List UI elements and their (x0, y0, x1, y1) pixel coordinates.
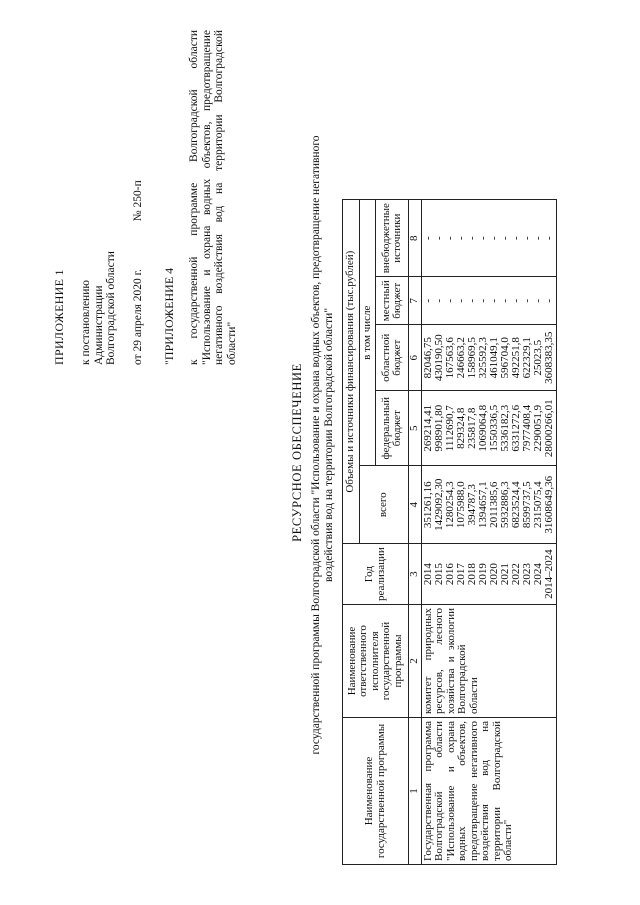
regional-value: 246663,2 (454, 337, 467, 379)
header-executor: Наименование ответственного исполнителя государственной программы (343, 605, 409, 718)
local-value: - (520, 298, 533, 303)
regional-cell (421, 325, 556, 391)
year-value: 2021 (498, 563, 511, 586)
regional-value: 325592,3 (476, 337, 489, 379)
extra-value: - (542, 236, 555, 241)
federal-value: 1112690,7 (443, 405, 456, 452)
document-title: РЕСУРСНОЕ ОБЕСПЕЧЕНИЕ (290, 363, 304, 542)
year-value: 2017 (454, 563, 467, 586)
resource-table (342, 199, 557, 865)
year-cell (421, 544, 556, 605)
total-value: 1429092,30 (432, 478, 445, 531)
year-value: 2024 (531, 563, 544, 586)
resolution-reference (80, 251, 118, 365)
year-value: 2014–2024 (542, 549, 555, 599)
column-number: 1 (409, 718, 422, 865)
header-federal: федеральный бюджет (376, 391, 409, 466)
header-funding: Объемы и источники финансирования (тыс.рублей) (343, 200, 360, 544)
column-number: 2 (409, 605, 422, 718)
year-value: 2023 (520, 563, 533, 586)
local-value: - (476, 298, 489, 303)
extra-value: - (443, 236, 456, 241)
local-cell (421, 277, 556, 325)
column-number: 4 (409, 466, 422, 544)
federal-value: 2290051,9 (531, 404, 544, 452)
resolution-line: Администрации (92, 285, 105, 365)
year-value: 2015 (432, 563, 445, 586)
extra-value: - (476, 236, 489, 241)
column-number: 6 (409, 325, 422, 391)
header-regional: областной бюджет (376, 325, 409, 391)
federal-value: 269214,41 (421, 404, 434, 452)
total-value: 394787,3 (465, 484, 478, 526)
extra-value: - (509, 236, 522, 241)
appendix-4-heading: "ПРИЛОЖЕНИЕ 4 (162, 267, 176, 365)
year-value: 2022 (509, 563, 522, 586)
header-local: местный бюджет (376, 277, 409, 325)
local-value: - (465, 298, 478, 303)
extra-cell (421, 200, 556, 277)
total-cell (421, 466, 556, 544)
federal-value: 235817,8 (465, 407, 478, 449)
total-value: 6823524,4 (509, 481, 522, 529)
federal-value: 5336182,3 (498, 404, 511, 452)
total-value: 1280254,3 (443, 481, 456, 529)
total-value: 1394657,1 (476, 481, 489, 529)
extra-value: - (465, 236, 478, 241)
federal-value: 829324,8 (454, 407, 467, 449)
local-value: - (487, 298, 500, 303)
federal-value: 998901,80 (432, 404, 445, 452)
program-reference: к государственной программе Волгоградской области "Использование и охрана водных объектов, предотвращение негативного воздействия вод на территории Волгоградской области" (188, 30, 238, 365)
regional-value: 82046,75 (421, 337, 434, 379)
year-value: 2018 (465, 563, 478, 586)
total-value: 1075988,0 (454, 481, 467, 529)
total-value: 2315075,4 (531, 481, 544, 529)
local-value: - (421, 298, 434, 303)
federal-value: 7977408,4 (520, 404, 533, 452)
data-row (421, 200, 556, 865)
local-value: - (498, 298, 511, 303)
regional-value: 158969,5 (465, 337, 478, 379)
year-value: 2014 (421, 563, 434, 586)
regional-value: 167563,6 (443, 337, 456, 379)
header-extra: внебюджетные источники (376, 200, 409, 277)
document-subtitle: государственной программы Волгоградской области "Использование и охрана водных объектов, предотвращение негативного воздействия вод на территории Волгоградской области" (310, 135, 335, 755)
regional-value: 622329,1 (520, 337, 533, 379)
year-value: 2020 (487, 563, 500, 586)
header-total: всего (360, 466, 409, 544)
executor-cell: комитет природных ресурсов, лесного хозяйства и экологии Волгоградской области (421, 605, 556, 718)
local-value: - (454, 298, 467, 303)
regional-value: 596704,0 (498, 337, 511, 379)
column-number: 8 (409, 200, 422, 277)
total-value: 351261,16 (421, 481, 434, 529)
extra-value: - (531, 236, 544, 241)
date-value: 29 апреля 2020 г. (132, 269, 144, 352)
column-number: 5 (409, 391, 422, 466)
regional-value: 461049,1 (487, 337, 500, 379)
year-value: 2019 (476, 563, 489, 586)
extra-value: - (520, 236, 533, 241)
total-value: 31608649,36 (542, 475, 555, 534)
federal-value: 1069064,8 (476, 404, 489, 452)
resolution-line: Волгоградской области (105, 251, 117, 365)
federal-value: 1550336,5 (487, 404, 500, 452)
federal-value: 6331272,6 (509, 404, 522, 452)
year-value: 2016 (443, 563, 456, 586)
extra-value: - (487, 236, 500, 241)
document-number: № 250-п (132, 180, 144, 222)
column-number: 3 (409, 544, 422, 605)
extra-value: - (454, 236, 467, 241)
header-row (343, 200, 360, 865)
extra-value: - (432, 236, 445, 241)
resolution-line: к постановлению (80, 280, 92, 365)
local-value: - (531, 298, 544, 303)
appendix-1-heading: ПРИЛОЖЕНИЕ 1 (52, 269, 66, 365)
total-value: 2011385,6 (487, 481, 500, 528)
column-number: 7 (409, 277, 422, 325)
local-value: - (542, 298, 555, 303)
local-value: - (432, 298, 445, 303)
column-number-row (409, 200, 422, 865)
regional-value: 430190,50 (432, 334, 445, 382)
date-line (132, 180, 144, 365)
date-prefix: от (132, 354, 144, 365)
program-name-cell: Государственная программа Волгоградской области "Использование и охрана водных объектов, предотвращение негативного воздействия вод на территории Волгоградской области" (421, 718, 556, 865)
local-value: - (509, 298, 522, 303)
header-program-name: Наименование государственной программы (343, 718, 409, 865)
header-year: Год реализации (343, 544, 409, 605)
regional-value: 492251,8 (509, 337, 522, 379)
regional-value: 25023,5 (531, 339, 544, 376)
federal-cell (421, 391, 556, 466)
regional-value: 3608383,35 (542, 331, 555, 384)
local-value: - (443, 298, 456, 303)
total-value: 5932886,3 (498, 481, 511, 529)
total-value: 8599737,5 (520, 481, 533, 529)
extra-value: - (498, 236, 511, 241)
header-including: в том числе (360, 200, 376, 466)
extra-value: - (421, 236, 434, 241)
federal-value: 28000266,01 (542, 399, 555, 458)
